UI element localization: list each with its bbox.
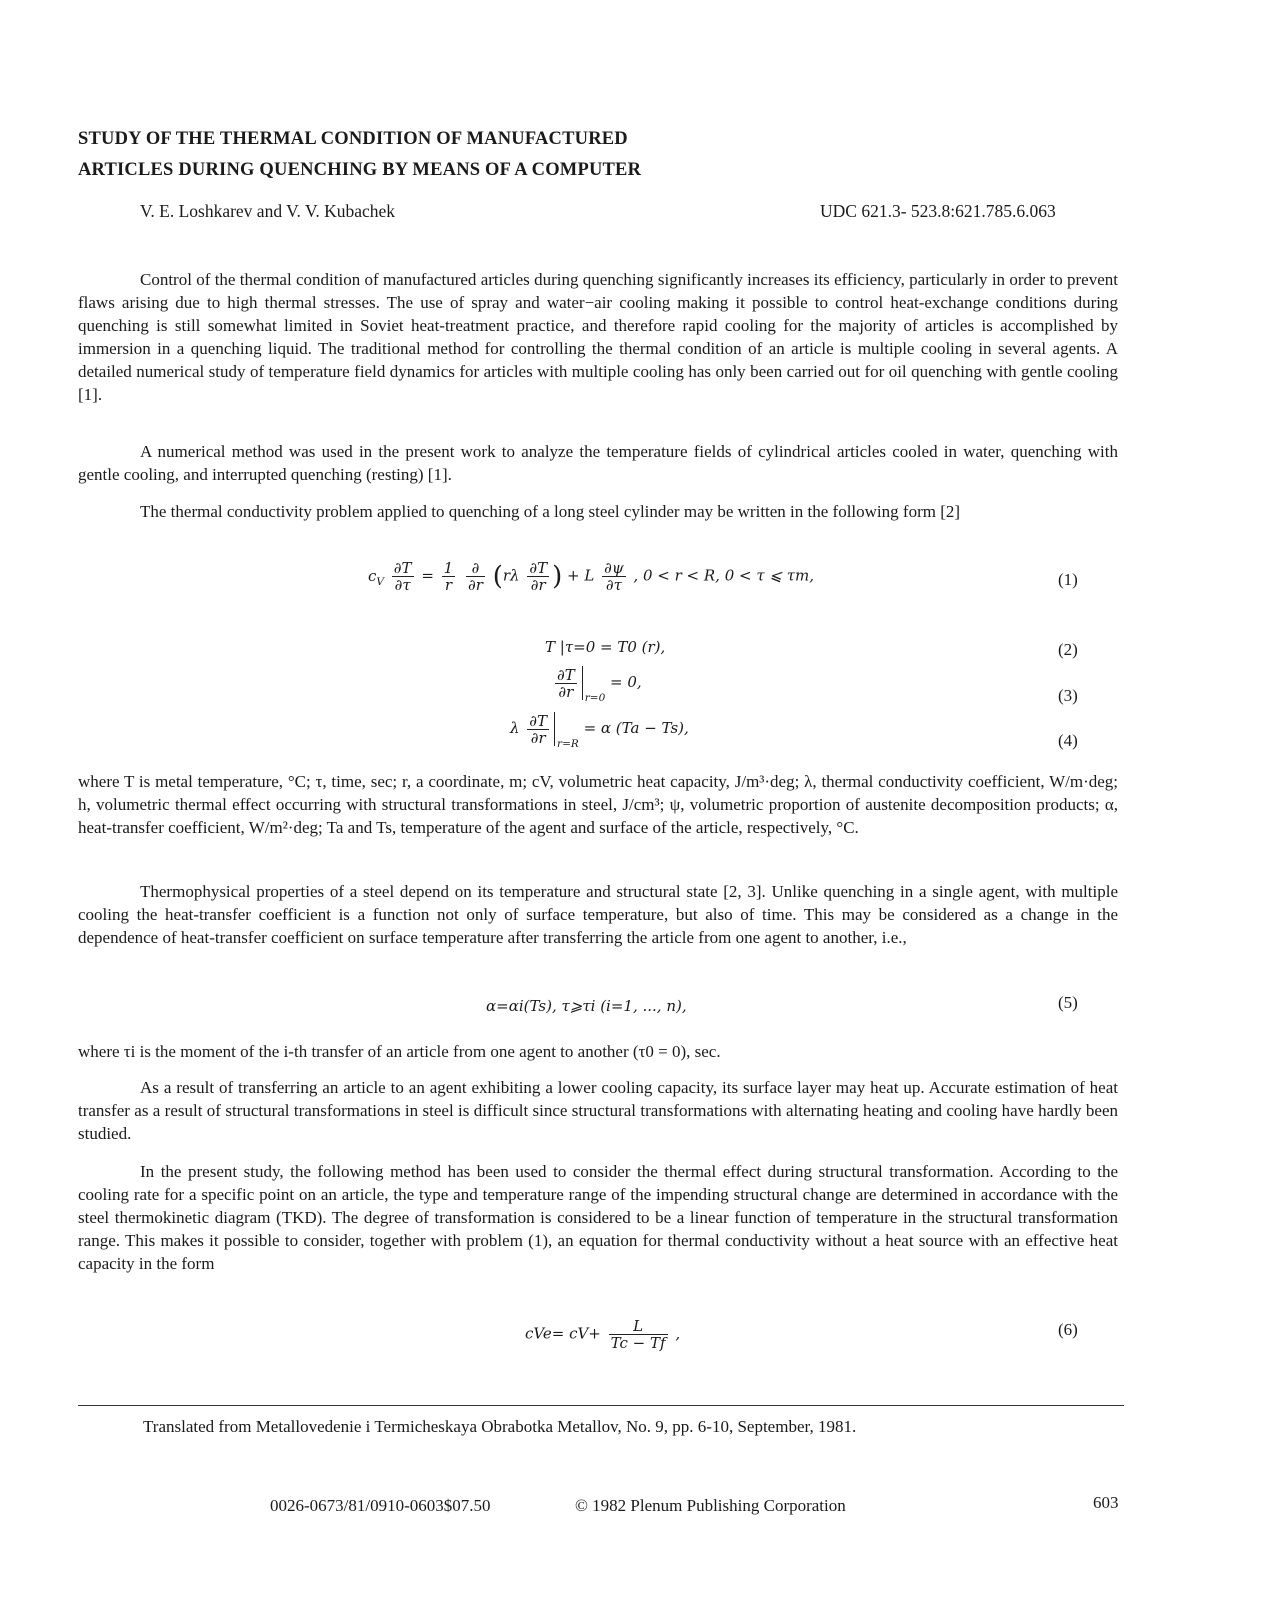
equation-number-6: (6) (1058, 1320, 1078, 1339)
authors: V. E. Loshkarev and V. V. Kubachek (140, 201, 396, 221)
equation-6: cVe= cV+ $\frac{L}{Tc - Tf}$ , (525, 1317, 681, 1352)
equation-1: $c_V$ $\frac{\partial T}{\partial\tau}$ = $\frac{1}{r}$ $\frac{\partial}{\partial r}$ (rλ $\frac{\partial T}{\partial r}$ ) + L $\frac{\partial\psi}{\partial\tau}$ , 0 < r < R, 0 < τ ⩽ τm, (368, 559, 815, 594)
eq6-numerator: L (609, 1318, 668, 1335)
footnote-divider (78, 1405, 1124, 1406)
eq6-denominator: Tc − Tf (610, 1334, 666, 1352)
equation-3: $\frac{\partial T}{\partial r}$ $_{r=0}$ = 0, (557, 665, 642, 704)
equation-number-3: (3) (1058, 686, 1078, 705)
title-line-2: ARTICLES DURING QUENCHING BY MEANS OF A COMPUTER (78, 160, 642, 180)
equation-2: T |τ=0 = T0 (r), (545, 638, 666, 656)
paragraph-8: In the present study, the following method has been used to consider the thermal effect during structural transformation. According to the cooling rate for a specific point on an article, the type and temperature range of the impending structural change are determined in accordance with the steel thermokinetic diagram (TKD). The degree of transformation is considered to be a linear function of temperature in the structural transformation range. This makes it possible to consider, together with problem (1), an equation for thermal conductivity without a heat source with an effective heat capacity in the form (78, 1162, 1118, 1273)
paragraph-3: The thermal conductivity problem applied to quenching of a long steel cylinder may be written in the following form [2] (140, 502, 961, 521)
equation-5: α=αi(Ts), τ⩾τi (i=1, ..., n), (486, 997, 687, 1015)
title-line-1: STUDY OF THE THERMAL CONDITION OF MANUFACTURED (78, 129, 628, 149)
paragraph-6: where τi is the moment of the i-th transfer of an article from one agent to another (τ0 = 0), sec. (78, 1042, 721, 1061)
equation-number-5: (5) (1058, 993, 1078, 1012)
page-number: 603 (1093, 1493, 1119, 1512)
equation-number-1: (1) (1058, 570, 1078, 589)
eq6-lhs: cVe= cV+ (525, 1324, 601, 1343)
eq3-rhs: = 0, (610, 673, 642, 691)
paper-title (78, 124, 778, 186)
eq1-range: , 0 < r < R, 0 < τ ⩽ τm, (633, 566, 815, 585)
equation-number-4: (4) (1058, 731, 1078, 750)
paragraph-1: Control of the thermal condition of manufactured articles during quenching significantly increases its efficiency, particularly in order to prevent flaws arising due to high thermal stresses. The use of spray and water−air cooling making it possible to control heat-exchange conditions during quenching is still somewhat limited in Soviet heat-treatment practice, and therefore rapid cooling for the majority of articles is accomplished by immersion in a quenching liquid. The traditional method for controlling the thermal condition of an article is multiple cooling in several agents. A detailed numerical study of temperature field dynamics for articles with multiple cooling has only been carried out for oil quenching with gentle cooling [1]. (78, 270, 1118, 404)
paragraph-4: where T is metal temperature, °C; τ, time, sec; r, a coordinate, m; cV, volumetric heat capacity, J/m³·deg; λ, thermal conductivity coefficient, W/m·deg; h, volumetric thermal effect occurring with structural transformations in steel, J/cm³; ψ, volumetric proportion of austenite decomposition products; α, heat-transfer coefficient, W/m²·deg; Ta and Ts, temperature of the agent and surface of the article, respectively, °C. (78, 772, 1118, 837)
paragraph-7: As a result of transferring an article to an agent exhibiting a lower cooling capacity, its surface layer may heat up. Accurate estimation of heat transfer as a result of structural transformations in steel is difficult since structural transformations with alternating heating and cooling have hardly been studied. (78, 1078, 1118, 1143)
paragraph-5: Thermophysical properties of a steel depend on its temperature and structural state [2, 3]. Unlike quenching in a single agent, with multiple cooling the heat-transfer coefficient is a function not only of surface temperature, but also of time. This may be considered as a change in the dependence of heat-transfer coefficient on surface temperature after transferring the article from one agent to another, i.e., (78, 882, 1118, 947)
copyright-line: © 1982 Plenum Publishing Corporation (575, 1496, 846, 1515)
equation-4: λ $\frac{\partial T}{\partial r}$ $_{r=R}$ = α (Ta − Ts), (510, 711, 689, 750)
equation-number-2: (2) (1058, 640, 1078, 659)
udc-code: UDC 621.3- 523.8:621.785.6.063 (820, 201, 1056, 221)
article-code: 0026-0673/81/0910-0603$07.50 (270, 1496, 491, 1515)
translation-footnote: Translated from Metallovedenie i Termicheskaya Obrabotka Metallov, No. 9, pp. 6-10, September, 1981. (143, 1417, 857, 1436)
paragraph-2: A numerical method was used in the present work to analyze the temperature fields of cylindrical articles cooled in water, quenching with gentle cooling, and interrupted quenching (resting) [1]. (78, 442, 1118, 484)
eq4-rhs: = α (Ta − Ts), (583, 719, 689, 737)
